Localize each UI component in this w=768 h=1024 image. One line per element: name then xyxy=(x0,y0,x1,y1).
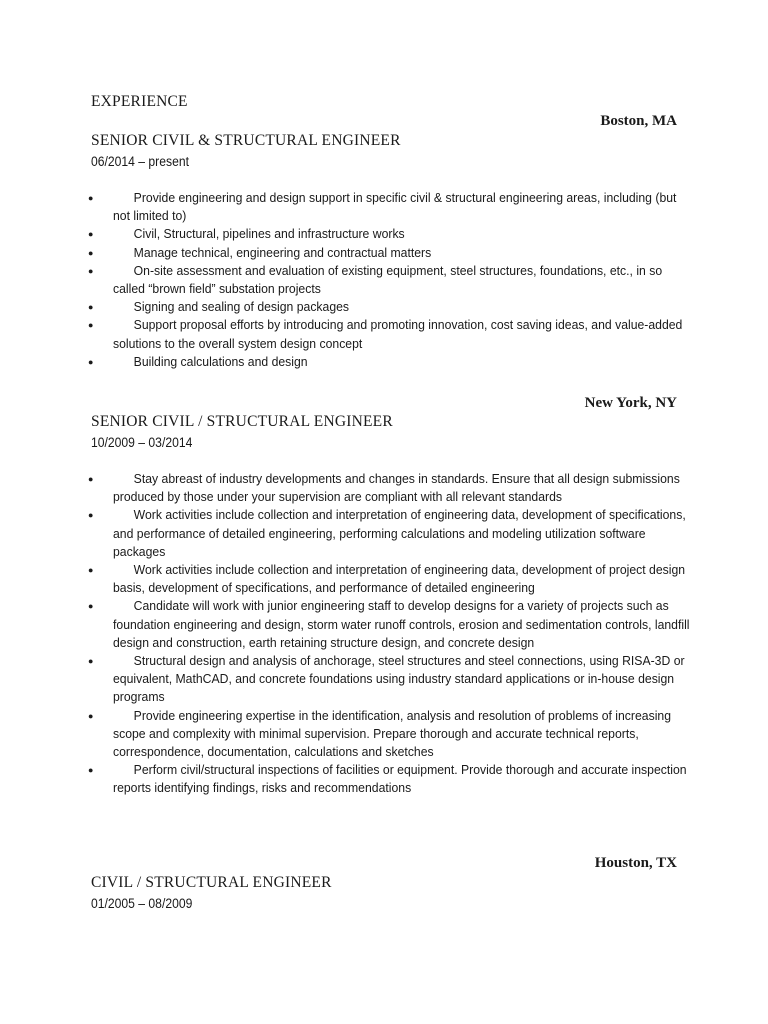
list-item xyxy=(88,298,691,316)
bullet-dot-icon: ● xyxy=(88,247,94,258)
list-item xyxy=(88,707,691,762)
bullet-text: Manage technical, engineering and contractual matters xyxy=(133,244,432,260)
job-bullet-list xyxy=(88,470,691,798)
bullet-dot-icon: ● xyxy=(88,601,94,612)
bullet-dot-icon: ● xyxy=(88,302,94,313)
job-dates: 10/2009 – 03/2014 xyxy=(91,435,193,450)
bullet-text: Signing and sealing of design packages xyxy=(133,299,350,315)
list-item xyxy=(88,561,691,597)
bullet-text: Perform civil/structural inspections of facilities or equipment. Provide thorough and accurate inspection reports identifying findings, risks and recommendations xyxy=(113,762,687,796)
list-item xyxy=(88,353,691,371)
bullet-text: Stay abreast of industry developments and changes in standards. Ensure that all design submissions produced by those under your supervision are compliant with all relevant standards xyxy=(113,471,680,505)
bullet-text: Structural design and analysis of anchorage, steel structures and steel connections, using RISA-3D or equivalent, MathCAD, and concrete foundations using industry standard applications or in-house design programs xyxy=(113,653,685,705)
bullet-text: Support proposal efforts by introducing and promoting innovation, cost saving ideas, and value-added solutions to the overall system design concept xyxy=(113,317,683,351)
list-item xyxy=(88,761,691,797)
bullet-text: Building calculations and design xyxy=(133,353,308,369)
bullet-dot-icon: ● xyxy=(88,193,94,203)
bullet-text: On-site assessment and evaluation of existing equipment, steel structures, foundations, etc., in so called “brown field” substation projects xyxy=(113,262,663,297)
job-title: SENIOR CIVIL / STRUCTURAL ENGINEER xyxy=(91,413,393,430)
job-location-boston: Boston, MA xyxy=(600,113,677,129)
bullet-dot-icon: ● xyxy=(88,320,94,331)
bullet-text: Civil, Structural, pipelines and infrastructure works xyxy=(133,226,405,242)
bullet-dot-icon: ● xyxy=(88,474,94,484)
list-item xyxy=(88,652,691,707)
bullet-text: Provide engineering expertise in the identification, analysis and resolution of problems of increasing scope and complexity with minimal supervision. Prepare thorough and accurate technical reports, correspondence, documentation, calculations and sketches xyxy=(113,707,672,760)
bullet-text: Work activities include collection and interpretation of engineering data, development of project design basis, development of specifications, and performance of detailed engineering xyxy=(113,562,686,596)
section-heading: EXPERIENCE xyxy=(91,93,188,110)
job-location-new-york: New York, NY xyxy=(584,395,677,411)
bullet-text: Work activities include collection and interpretation of engineering data, development of specifications, and performance of detailed engineering, performing calculations and modeling utilization software packages xyxy=(113,507,686,559)
list-item xyxy=(88,244,691,262)
bullet-dot-icon: ● xyxy=(88,765,94,776)
bullet-text: Candidate will work with junior engineering staff to develop designs for a variety of projects such as foundation engineering and design, storm water runoff controls, erosion and sedimentation controls, landfill design and construction, earth retaining structure design, and concrete design xyxy=(113,598,690,650)
bullet-text: Provide engineering and design support in specific civil & structural engineering areas, including (but not limited to) xyxy=(113,190,677,224)
job-bullet-list xyxy=(88,189,691,371)
list-item xyxy=(88,262,691,298)
job-location-houston: Houston, TX xyxy=(594,855,677,871)
job-dates: 01/2005 – 08/2009 xyxy=(91,896,193,911)
list-item xyxy=(88,189,691,225)
list-item xyxy=(88,597,691,652)
bullet-dot-icon: ● xyxy=(88,710,94,721)
list-item xyxy=(88,470,691,506)
bullet-dot-icon: ● xyxy=(88,356,94,367)
bullet-dot-icon: ● xyxy=(88,510,94,521)
bullet-dot-icon: ● xyxy=(88,229,94,240)
bullet-dot-icon: ● xyxy=(88,265,94,276)
list-item xyxy=(88,316,691,352)
list-item xyxy=(88,506,691,561)
job-title: CIVIL / STRUCTURAL ENGINEER xyxy=(91,874,332,891)
job-title: SENIOR CIVIL & STRUCTURAL ENGINEER xyxy=(91,132,401,149)
bullet-dot-icon: ● xyxy=(88,656,94,667)
bullet-dot-icon: ● xyxy=(88,565,94,576)
job-dates: 06/2014 – present xyxy=(91,154,189,169)
list-item xyxy=(88,225,691,243)
